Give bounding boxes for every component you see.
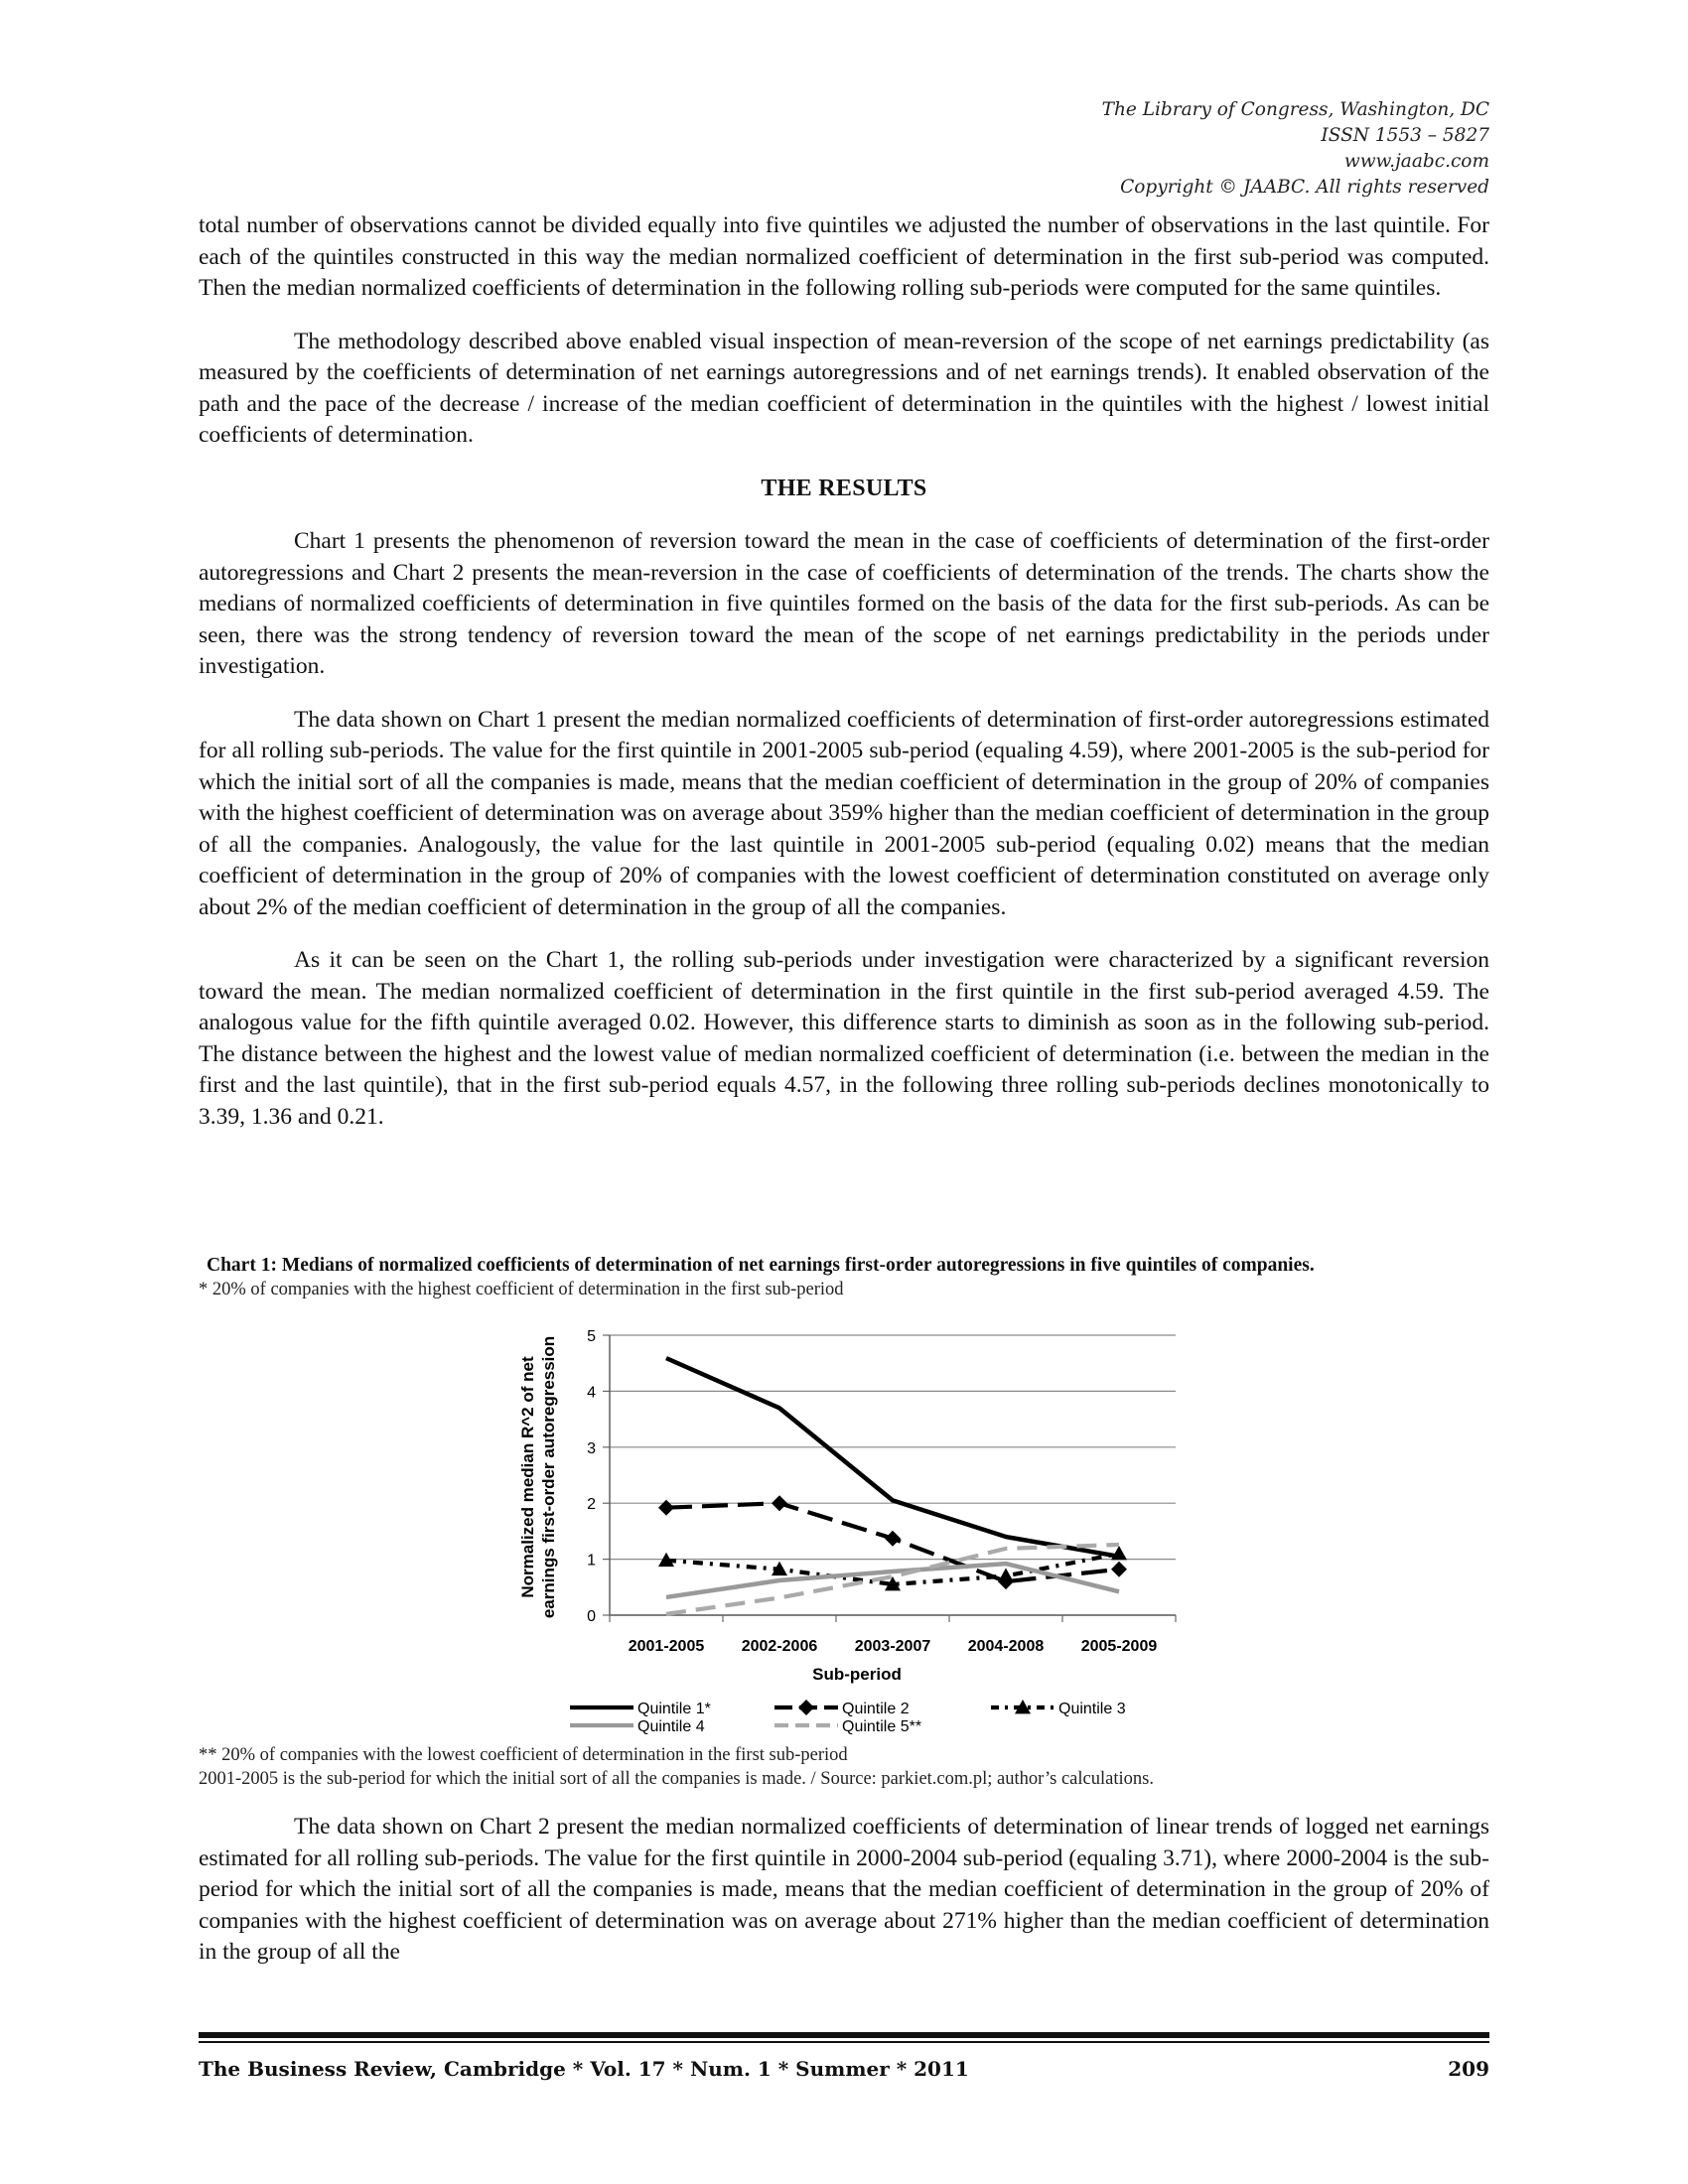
x-tick-label: 2002-2006 — [741, 1638, 818, 1655]
chart-series — [658, 1358, 1127, 1614]
x-tick-label: 2001-2005 — [628, 1638, 705, 1655]
legend-item-5 — [774, 1718, 921, 1735]
paragraph-results-intro: Chart 1 presents the phenomenon of reversion toward the mean in the case of coefficients of determination of the first-order autoregressions and Chart 2 presents the mean-reversion in the case of coefficients of determination of the trends. The charts show the medians of normalized coefficients of determination in five quintiles formed on the basis of the data for the first sub-periods. As can be seen, there was the strong tendency of reversion toward the mean of the scope of net earnings predictability in the periods under investigation. — [199, 528, 1489, 679]
legend-label: Quintile 2 — [842, 1701, 910, 1717]
legend-label: Quintile 3 — [1058, 1701, 1126, 1717]
y-tick-label: 0 — [587, 1608, 596, 1625]
data-point — [998, 1569, 1014, 1582]
chart-title: Chart 1: Medians of normalized coefficients of determination of net earnings first-order autoregressions in five quintiles of companies. — [207, 1255, 1315, 1276]
series-3 — [658, 1546, 1127, 1590]
legend-marker — [798, 1700, 814, 1715]
section-title-results: THE RESULTS — [761, 475, 927, 501]
paragraph-continuation: total number of observations cannot be divided equally into five quintiles we adjusted the number of observations in the last quintile. For each of the quintiles constructed in this way the median normalized coefficient of determination in the first sub-period was computed. Then the median normalized coefficients of determination in the following rolling sub-periods were computed for the same quintiles. — [199, 212, 1489, 301]
paragraph-methodology: The methodology described above enabled visual inspection of mean-reversion of the scope of net earnings predictability (as measured by the coefficients of determination of net earnings autoregressions and of net earnings trends). It enabled observation of the path and the pace of the decrease / increase of the median coefficient of determination in the quintiles with the highest / lowest initial coefficients of determination. — [199, 328, 1489, 448]
data-point — [772, 1495, 787, 1511]
data-point — [658, 1500, 674, 1516]
y-tick-label: 1 — [587, 1552, 596, 1570]
body-text-lower — [199, 1812, 1489, 1990]
legend-label: Quintile 5** — [842, 1718, 922, 1735]
footer-journal: The Business Review, Cambridge * Vol. 17 * Num. 1 * Summer * 2011 — [199, 2057, 969, 2081]
paragraph-chart1-reversion: As it can be seen on the Chart 1, the rolling sub-periods under investigation were characterized by a significant reversion toward the mean. The median normalized coefficient of determination in the first quintile in the first sub-period averaged 4.59. The analogous value for the fifth quintile averaged 0.02. However, this difference starts to diminish as soon as in the following sub-period. The distance between the highest and the lowest value of median normalized coefficient of determination (i.e. between the median in the first and the last quintile), that in the first sub-period equals 4.57, in the following three rolling sub-periods declines monotonically to 3.39, 1.36 and 0.21. — [199, 947, 1489, 1130]
header-line-library: The Library of Congress, Washington, DC — [1101, 99, 1489, 120]
y-axis-title-line2: earnings first-order autoregression — [539, 1335, 558, 1619]
y-tick-label: 2 — [587, 1496, 596, 1514]
x-axis-title: Sub-period — [812, 1665, 902, 1684]
legend-item-1 — [570, 1701, 711, 1717]
paragraph-chart2-data: The data shown on Chart 2 present the median normalized coefficients of determination of linear trends of logged net earnings estimated for all rolling sub-periods. The value for the first quintile in 2000-2004 sub-period (equaling 3.71), where 2000-2004 is the sub-period for which the initial sort of all the companies is made, means that the median coefficient of determination in the group of 20% of companies with the highest coefficient of determination was on average about 271% higher than the median coefficient of determination in the group of all the — [199, 1814, 1489, 1965]
header-line-copyright: Copyright © JAABC. All rights reserved — [1120, 177, 1489, 198]
header-line-issn: ISSN 1553 – 5827 — [1321, 125, 1489, 146]
footer-rule — [199, 2032, 1489, 2043]
paragraph-chart1-data: The data shown on Chart 1 present the median normalized coefficients of determination of first-order autoregressions estimated for all rolling sub-periods. The value for the first quintile in 2001-2005 sub-period (equaling 4.59), where 2001-2005 is the sub-period for which the initial sort of all the companies is made, means that the median coefficient of determination in the group of 20% of companies with the highest coefficient of determination was on average about 359% higher than the median coefficient of determination in the group of all the companies. Analogously, the value for the last quintile in 2001-2005 sub-period (equaling 0.02) means that the median coefficient of determination in the group of 20% of companies with the lowest coefficient of determination constituted on average only about 2% of the median coefficient of determination in the group of all the companies. — [199, 706, 1489, 920]
chart-note-bottom-1: ** 20% of companies with the lowest coefficient of determination in the first sub-period — [199, 1745, 848, 1765]
data-point — [1111, 1546, 1127, 1560]
data-point — [885, 1531, 901, 1547]
chart-note-top: * 20% of companies with the highest coefficient of determination in the first sub-period — [199, 1280, 844, 1299]
legend-item-3 — [991, 1700, 1126, 1717]
y-axis-tick-labels — [587, 1328, 596, 1625]
y-tick-label: 5 — [587, 1328, 596, 1345]
legend-label: Quintile 1* — [637, 1701, 711, 1717]
x-tick-label: 2003-2007 — [854, 1638, 931, 1655]
x-tick-label: 2004-2008 — [967, 1638, 1045, 1655]
page-number: 209 — [1448, 2057, 1489, 2081]
y-axis-title — [518, 1336, 558, 1618]
chart-legend — [570, 1700, 1126, 1735]
y-axis-title-line1: Normalized median R^2 of net — [518, 1356, 537, 1598]
x-axis-tick-labels — [629, 1638, 1158, 1655]
y-tick-label: 4 — [587, 1384, 596, 1402]
legend-item-4 — [570, 1718, 705, 1735]
series-line — [666, 1358, 1119, 1557]
header-line-website: www.jaabc.com — [1343, 151, 1489, 172]
legend-label: Quintile 4 — [637, 1718, 705, 1735]
legend-item-2 — [774, 1700, 910, 1717]
y-tick-label: 3 — [587, 1439, 596, 1457]
chart-note-bottom-2: 2001-2005 is the sub-period for which the initial sort of all the companies is made. / Source: parkiet.com.pl; author’s calculations. — [199, 1769, 1154, 1789]
x-tick-label: 2005-2009 — [1080, 1638, 1158, 1655]
series-1 — [666, 1358, 1119, 1557]
data-point — [1111, 1562, 1127, 1577]
